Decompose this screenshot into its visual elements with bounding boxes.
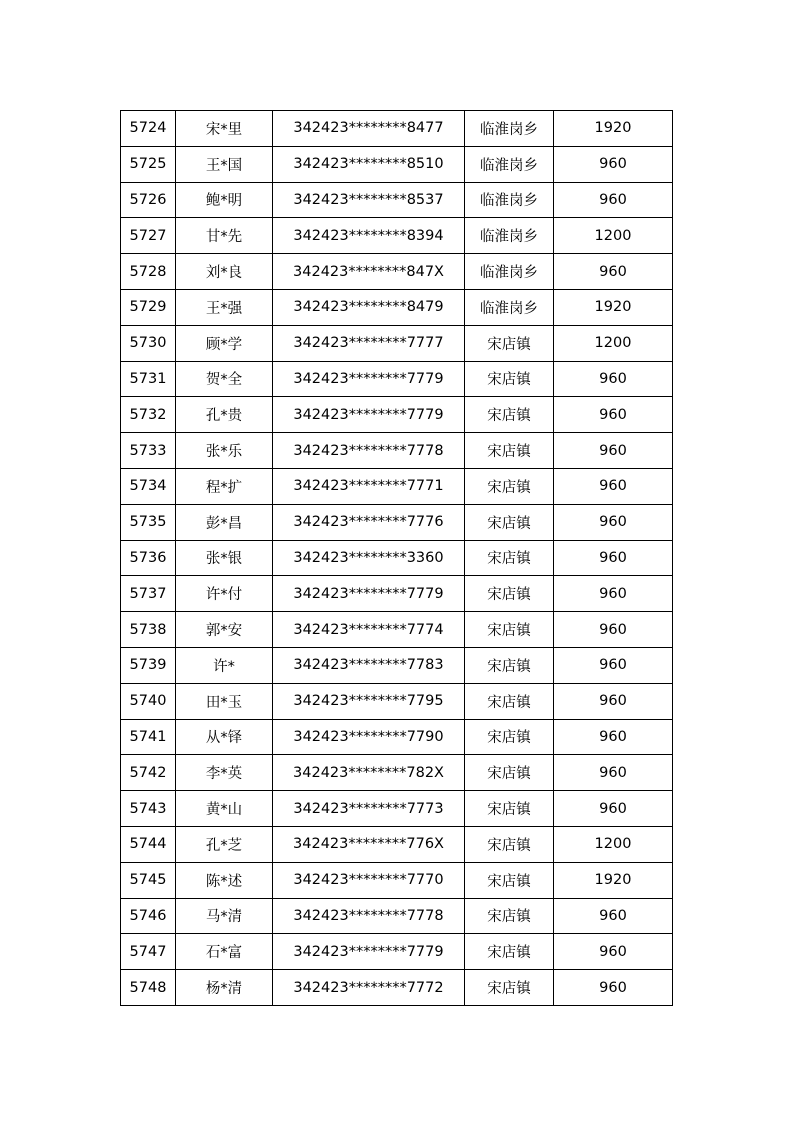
cell-number: 5732 [121, 397, 176, 433]
table-row [121, 289, 673, 325]
cell-name: 程*扩 [176, 468, 273, 504]
cell-id-number: 342423********7790 [273, 719, 465, 755]
cell-township: 宋店镇 [465, 970, 554, 1006]
cell-name: 石*富 [176, 934, 273, 970]
table-row [121, 647, 673, 683]
cell-id-number: 342423********7776 [273, 504, 465, 540]
cell-id-number: 342423********7779 [273, 397, 465, 433]
table-row [121, 325, 673, 361]
cell-id-number: 342423********7771 [273, 468, 465, 504]
cell-id-number: 342423********8479 [273, 289, 465, 325]
cell-name: 田*玉 [176, 683, 273, 719]
table-row [121, 361, 673, 397]
cell-amount: 960 [554, 540, 673, 576]
cell-id-number: 342423********8394 [273, 218, 465, 254]
cell-name: 贺*全 [176, 361, 273, 397]
cell-amount: 960 [554, 433, 673, 469]
cell-id-number: 342423********7779 [273, 934, 465, 970]
cell-amount: 1920 [554, 111, 673, 147]
cell-number: 5737 [121, 576, 176, 612]
table-row [121, 576, 673, 612]
cell-number: 5747 [121, 934, 176, 970]
cell-number: 5725 [121, 146, 176, 182]
cell-township: 临淮岗乡 [465, 254, 554, 290]
cell-name: 孔*芝 [176, 826, 273, 862]
cell-number: 5743 [121, 791, 176, 827]
table-row [121, 433, 673, 469]
table-row [121, 397, 673, 433]
cell-name: 陈*述 [176, 862, 273, 898]
table-row [121, 791, 673, 827]
cell-township: 宋店镇 [465, 612, 554, 648]
cell-number: 5733 [121, 433, 176, 469]
cell-amount: 960 [554, 612, 673, 648]
cell-number: 5731 [121, 361, 176, 397]
cell-township: 宋店镇 [465, 504, 554, 540]
cell-id-number: 342423********7777 [273, 325, 465, 361]
cell-name: 许* [176, 647, 273, 683]
cell-amount: 960 [554, 182, 673, 218]
cell-township: 宋店镇 [465, 468, 554, 504]
table-row [121, 540, 673, 576]
cell-amount: 960 [554, 719, 673, 755]
cell-id-number: 342423********7795 [273, 683, 465, 719]
cell-id-number: 342423********847X [273, 254, 465, 290]
cell-name: 刘*良 [176, 254, 273, 290]
cell-name: 马*清 [176, 898, 273, 934]
cell-name: 彭*昌 [176, 504, 273, 540]
table-row [121, 970, 673, 1006]
table-row [121, 612, 673, 648]
cell-id-number: 342423********776X [273, 826, 465, 862]
cell-amount: 960 [554, 755, 673, 791]
table-row [121, 111, 673, 147]
cell-number: 5735 [121, 504, 176, 540]
table-row [121, 182, 673, 218]
cell-amount: 960 [554, 647, 673, 683]
cell-number: 5738 [121, 612, 176, 648]
cell-id-number: 342423********7772 [273, 970, 465, 1006]
cell-number: 5726 [121, 182, 176, 218]
cell-id-number: 342423********7774 [273, 612, 465, 648]
table-row [121, 254, 673, 290]
cell-township: 临淮岗乡 [465, 146, 554, 182]
cell-amount: 960 [554, 361, 673, 397]
cell-id-number: 342423********7773 [273, 791, 465, 827]
cell-name: 张*乐 [176, 433, 273, 469]
cell-township: 宋店镇 [465, 683, 554, 719]
cell-township: 宋店镇 [465, 826, 554, 862]
cell-id-number: 342423********8510 [273, 146, 465, 182]
cell-amount: 1920 [554, 862, 673, 898]
cell-township: 宋店镇 [465, 898, 554, 934]
cell-amount: 960 [554, 970, 673, 1006]
table-row [121, 468, 673, 504]
cell-number: 5740 [121, 683, 176, 719]
table-row [121, 934, 673, 970]
cell-name: 顾*学 [176, 325, 273, 361]
table-body [121, 111, 673, 1006]
cell-amount: 1200 [554, 325, 673, 361]
cell-amount: 960 [554, 397, 673, 433]
cell-name: 王*国 [176, 146, 273, 182]
cell-amount: 1200 [554, 218, 673, 254]
cell-amount: 1200 [554, 826, 673, 862]
cell-number: 5736 [121, 540, 176, 576]
cell-amount: 960 [554, 468, 673, 504]
cell-number: 5727 [121, 218, 176, 254]
cell-amount: 960 [554, 934, 673, 970]
cell-amount: 960 [554, 254, 673, 290]
cell-number: 5724 [121, 111, 176, 147]
cell-number: 5728 [121, 254, 176, 290]
cell-number: 5730 [121, 325, 176, 361]
table-row [121, 683, 673, 719]
cell-name: 张*银 [176, 540, 273, 576]
table-row [121, 755, 673, 791]
cell-id-number: 342423********7778 [273, 433, 465, 469]
cell-amount: 1920 [554, 289, 673, 325]
table-row [121, 218, 673, 254]
cell-township: 宋店镇 [465, 361, 554, 397]
cell-name: 孔*贵 [176, 397, 273, 433]
cell-name: 李*英 [176, 755, 273, 791]
cell-township: 宋店镇 [465, 397, 554, 433]
cell-number: 5746 [121, 898, 176, 934]
cell-township: 宋店镇 [465, 934, 554, 970]
cell-amount: 960 [554, 791, 673, 827]
cell-id-number: 342423********7770 [273, 862, 465, 898]
cell-name: 郭*安 [176, 612, 273, 648]
cell-township: 宋店镇 [465, 791, 554, 827]
cell-amount: 960 [554, 683, 673, 719]
cell-number: 5745 [121, 862, 176, 898]
table-row [121, 146, 673, 182]
cell-township: 宋店镇 [465, 647, 554, 683]
cell-township: 宋店镇 [465, 433, 554, 469]
cell-id-number: 342423********8537 [273, 182, 465, 218]
cell-id-number: 342423********7779 [273, 576, 465, 612]
cell-id-number: 342423********7783 [273, 647, 465, 683]
subsidy-table [120, 110, 673, 1006]
cell-township: 宋店镇 [465, 719, 554, 755]
cell-township: 临淮岗乡 [465, 111, 554, 147]
cell-number: 5739 [121, 647, 176, 683]
cell-name: 杨*清 [176, 970, 273, 1006]
table-row [121, 898, 673, 934]
cell-id-number: 342423********7779 [273, 361, 465, 397]
cell-number: 5742 [121, 755, 176, 791]
cell-number: 5729 [121, 289, 176, 325]
cell-id-number: 342423********3360 [273, 540, 465, 576]
cell-id-number: 342423********782X [273, 755, 465, 791]
cell-township: 宋店镇 [465, 325, 554, 361]
cell-name: 甘*先 [176, 218, 273, 254]
cell-name: 黄*山 [176, 791, 273, 827]
cell-township: 宋店镇 [465, 862, 554, 898]
cell-township: 宋店镇 [465, 755, 554, 791]
table-row [121, 826, 673, 862]
cell-name: 鲍*明 [176, 182, 273, 218]
cell-number: 5744 [121, 826, 176, 862]
cell-township: 宋店镇 [465, 540, 554, 576]
cell-amount: 960 [554, 504, 673, 540]
cell-amount: 960 [554, 898, 673, 934]
cell-number: 5741 [121, 719, 176, 755]
cell-township: 临淮岗乡 [465, 182, 554, 218]
table-row [121, 862, 673, 898]
cell-township: 宋店镇 [465, 576, 554, 612]
cell-amount: 960 [554, 146, 673, 182]
cell-id-number: 342423********8477 [273, 111, 465, 147]
cell-id-number: 342423********7778 [273, 898, 465, 934]
cell-name: 王*强 [176, 289, 273, 325]
cell-name: 从*铎 [176, 719, 273, 755]
cell-name: 许*付 [176, 576, 273, 612]
table-row [121, 504, 673, 540]
cell-township: 临淮岗乡 [465, 289, 554, 325]
cell-number: 5734 [121, 468, 176, 504]
cell-township: 临淮岗乡 [465, 218, 554, 254]
cell-number: 5748 [121, 970, 176, 1006]
cell-amount: 960 [554, 576, 673, 612]
table-row [121, 719, 673, 755]
cell-name: 宋*里 [176, 111, 273, 147]
